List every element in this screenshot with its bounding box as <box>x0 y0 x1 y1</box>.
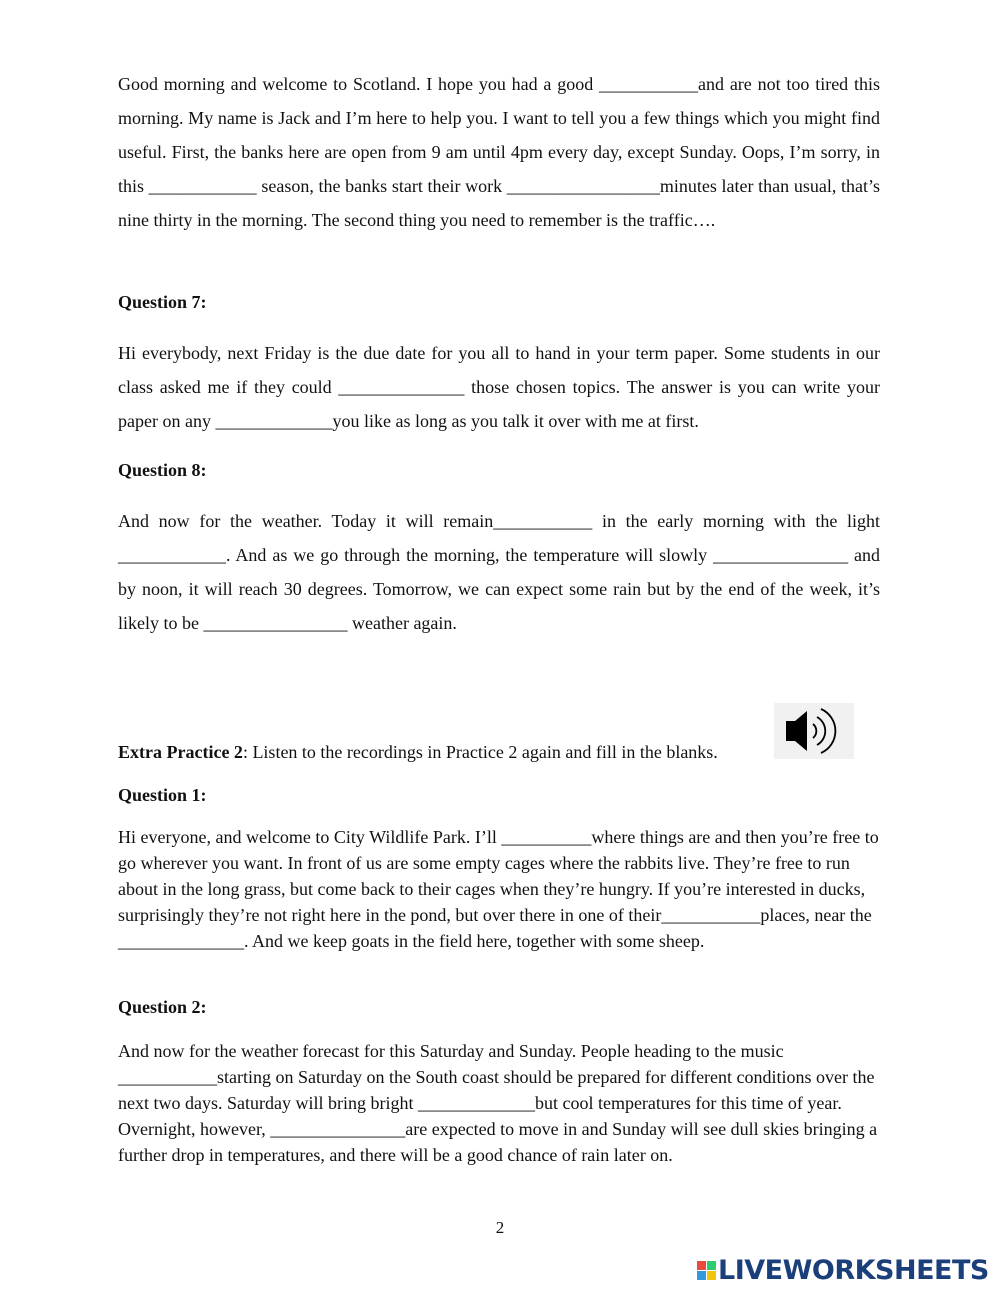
question-8-text: And now for the weather. Today it will remain___________ in the early morning with the light ____________. And as we go through the morning, the temperature will slowly _______________ and by noon, it will reach 30 degrees. Tomorrow, we can expect some rain but by the end of the week, it’s likely to be ________________ weather again. <box>118 511 880 633</box>
question-7-heading: Question 7: <box>118 292 207 312</box>
question-8-heading: Question 8: <box>118 460 207 480</box>
intro-text: Good morning and welcome to Scotland. I hope you had a good ___________and are not too tired this morning. My name is Jack and I’m here to help you. I want to tell you a few things which you might find useful. First, the banks here are open from 9 am until 4pm every day, except Sunday. Oops, I’m sorry, in this ____________ season, the banks start their work _________________minutes later than usual, that’s nine thirty in the morning. The second thing you need to remember is the traffic…. <box>118 74 880 230</box>
extra-question-2-heading-block <box>118 997 880 1018</box>
extra-question-2-heading: Question 2: <box>118 997 207 1017</box>
intro-passage <box>118 67 880 237</box>
question-8-heading-block <box>118 460 880 481</box>
question-8-passage <box>118 504 880 640</box>
extra-practice-title <box>118 742 778 763</box>
question-7-text: Hi everybody, next Friday is the due date for you all to hand in your term paper. Some students in our class asked me if they could ______________ those chosen topics. The answer is you can write your paper on any _____________you like as long as you talk it over with me at first. <box>118 343 880 431</box>
extra-question-2-text: And now for the weather forecast for this Saturday and Sunday. People heading to the music ___________starting on Saturday on the South coast should be prepared for different conditions over the next two days. Saturday will bring bright _____________but cool temperatures for this time of year. Overnight, however, _______________are expected to move in and Sunday will see dull skies bringing a further drop in temperatures, and there will be a good chance of rain later on. <box>118 1041 878 1165</box>
logo-block-green <box>707 1261 716 1270</box>
audio-play-button[interactable] <box>774 703 854 759</box>
logo-text: LIVEWORKSHEETS <box>718 1254 989 1286</box>
logo-block-blue <box>697 1271 706 1280</box>
extra-question-1-text: Hi everyone, and welcome to City Wildlife Park. I’ll __________where things are and then you’re free to go wherever you want. In front of us are some empty cages where the rabbits live. They’re free to run about in the long grass, but come back to their cages when they’re hungry. If you’re interested in ducks, surprisingly they’re not right here in the pond, but over there in one of their___________places, near the ______________. And we keep goats in the field here, together with some sheep. <box>118 827 879 951</box>
extra-practice-instruction: : Listen to the recordings in Practice 2 again and fill in the blanks. <box>242 742 718 762</box>
extra-question-1-heading: Question 1: <box>118 785 207 805</box>
question-7-heading-block <box>118 292 880 313</box>
extra-question-1-passage <box>118 824 880 954</box>
extra-question-2-passage <box>118 1038 880 1168</box>
logo-block-red <box>697 1261 706 1270</box>
logo-block-yellow <box>707 1271 716 1280</box>
page-number: 2 <box>495 1218 505 1237</box>
extra-question-1-heading-block <box>118 785 880 806</box>
liveworksheets-logo[interactable] <box>697 1255 989 1285</box>
speaker-icon <box>774 703 854 759</box>
question-7-passage <box>118 336 880 438</box>
logo-blocks-icon <box>697 1261 716 1280</box>
extra-practice-label: Extra Practice 2 <box>118 742 243 762</box>
